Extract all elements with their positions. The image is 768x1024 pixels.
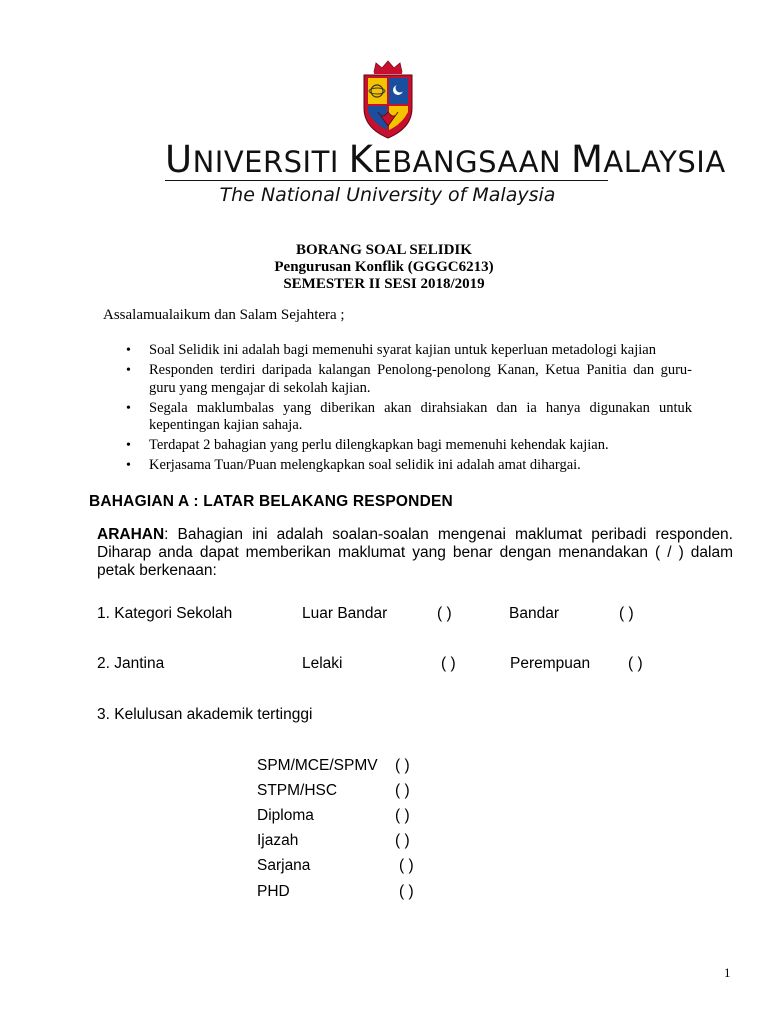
- bullet-item: • Segala maklumbalas yang diberikan akan dirahsiakan dan ia hanya digunakan untuk kepentingan kajian sahaja.: [126, 400, 692, 435]
- q1-label: 1. Kategori Sekolah: [97, 605, 233, 622]
- q2-checkbox-lelaki[interactable]: ( ): [441, 655, 456, 672]
- q3-checkbox-ijazah[interactable]: ( ): [395, 832, 410, 849]
- uni-name-word-3: MALAYSIA: [570, 138, 726, 181]
- q2-option-perempuan: Perempuan: [510, 655, 591, 672]
- university-name: [165, 138, 726, 181]
- q1-option-luar-bandar: Luar Bandar: [302, 605, 388, 622]
- q1-checkbox-bandar[interactable]: ( ): [619, 605, 634, 622]
- q3-checkbox-spm[interactable]: ( ): [395, 757, 410, 774]
- header-divider: [165, 180, 608, 181]
- bullet-item: • Soal Selidik ini adalah bagi memenuhi syarat kajian untuk keperluan metadologi kajian: [126, 342, 692, 360]
- section-a-heading: BAHAGIAN A : LATAR BELAKANG RESPONDEN: [89, 493, 453, 510]
- q3-checkbox-stpm[interactable]: ( ): [395, 782, 410, 799]
- form-title: BORANG SOAL SELIDIK: [296, 242, 472, 258]
- q2-checkbox-perempuan[interactable]: ( ): [628, 655, 643, 672]
- greeting-text: Assalamualaikum dan Salam Sejahtera ;: [103, 307, 345, 323]
- uni-name-word-2: KEBANGSAAN: [348, 138, 571, 181]
- q2-label: 2. Jantina: [97, 655, 165, 672]
- q3-checkbox-diploma[interactable]: ( ): [395, 807, 410, 824]
- bullet-item: • Kerjasama Tuan/Puan melengkapkan soal selidik ini adalah amat dihargai.: [126, 457, 692, 475]
- page-number: 1: [724, 965, 731, 980]
- instruction-label: ARAHAN: [97, 526, 165, 543]
- q3-option-stpm: STPM/HSC: [257, 782, 338, 799]
- q3-option-sarjana: Sarjana: [257, 857, 311, 874]
- q3-label: 3. Kelulusan akademik tertinggi: [97, 706, 313, 723]
- instruction-bullet-list: [126, 342, 692, 477]
- q3-option-ijazah: Ijazah: [257, 832, 299, 849]
- q3-option-spm: SPM/MCE/SPMV: [257, 757, 378, 774]
- q3-checkbox-sarjana[interactable]: ( ): [399, 857, 414, 874]
- q3-checkbox-phd[interactable]: ( ): [399, 883, 414, 900]
- q2-option-lelaki: Lelaki: [302, 655, 343, 672]
- university-subtitle: The National University of Malaysia: [219, 184, 556, 206]
- instruction-text: : Bahagian ini adalah soalan-soalan mengenai maklumat peribadi responden. Diharap anda dapat memberikan maklumat yang benar dengan menandakan ( / ) dalam petak berkenaan:: [97, 526, 733, 579]
- q3-option-phd: PHD: [257, 883, 290, 900]
- q3-option-diploma: Diploma: [257, 807, 314, 824]
- section-a-instruction: [97, 526, 733, 580]
- semester-title: SEMESTER II SESI 2018/2019: [283, 276, 485, 292]
- q1-checkbox-luar-bandar[interactable]: ( ): [437, 605, 452, 622]
- bullet-item: • Terdapat 2 bahagian yang perlu dilengkapkan bagi memenuhi kehendak kajian.: [126, 437, 692, 455]
- bullet-item: • Responden terdiri daripada kalangan Penolong-penolong Kanan, Ketua Panitia dan guru-guru yang mengajar di sekolah kajian.: [126, 362, 692, 397]
- course-title: Pengurusan Konflik (GGGC6213): [274, 259, 494, 275]
- ukm-crest-logo: [356, 60, 420, 140]
- q1-option-bandar: Bandar: [509, 605, 559, 622]
- uni-name-word-1: UNIVERSITI: [165, 138, 349, 181]
